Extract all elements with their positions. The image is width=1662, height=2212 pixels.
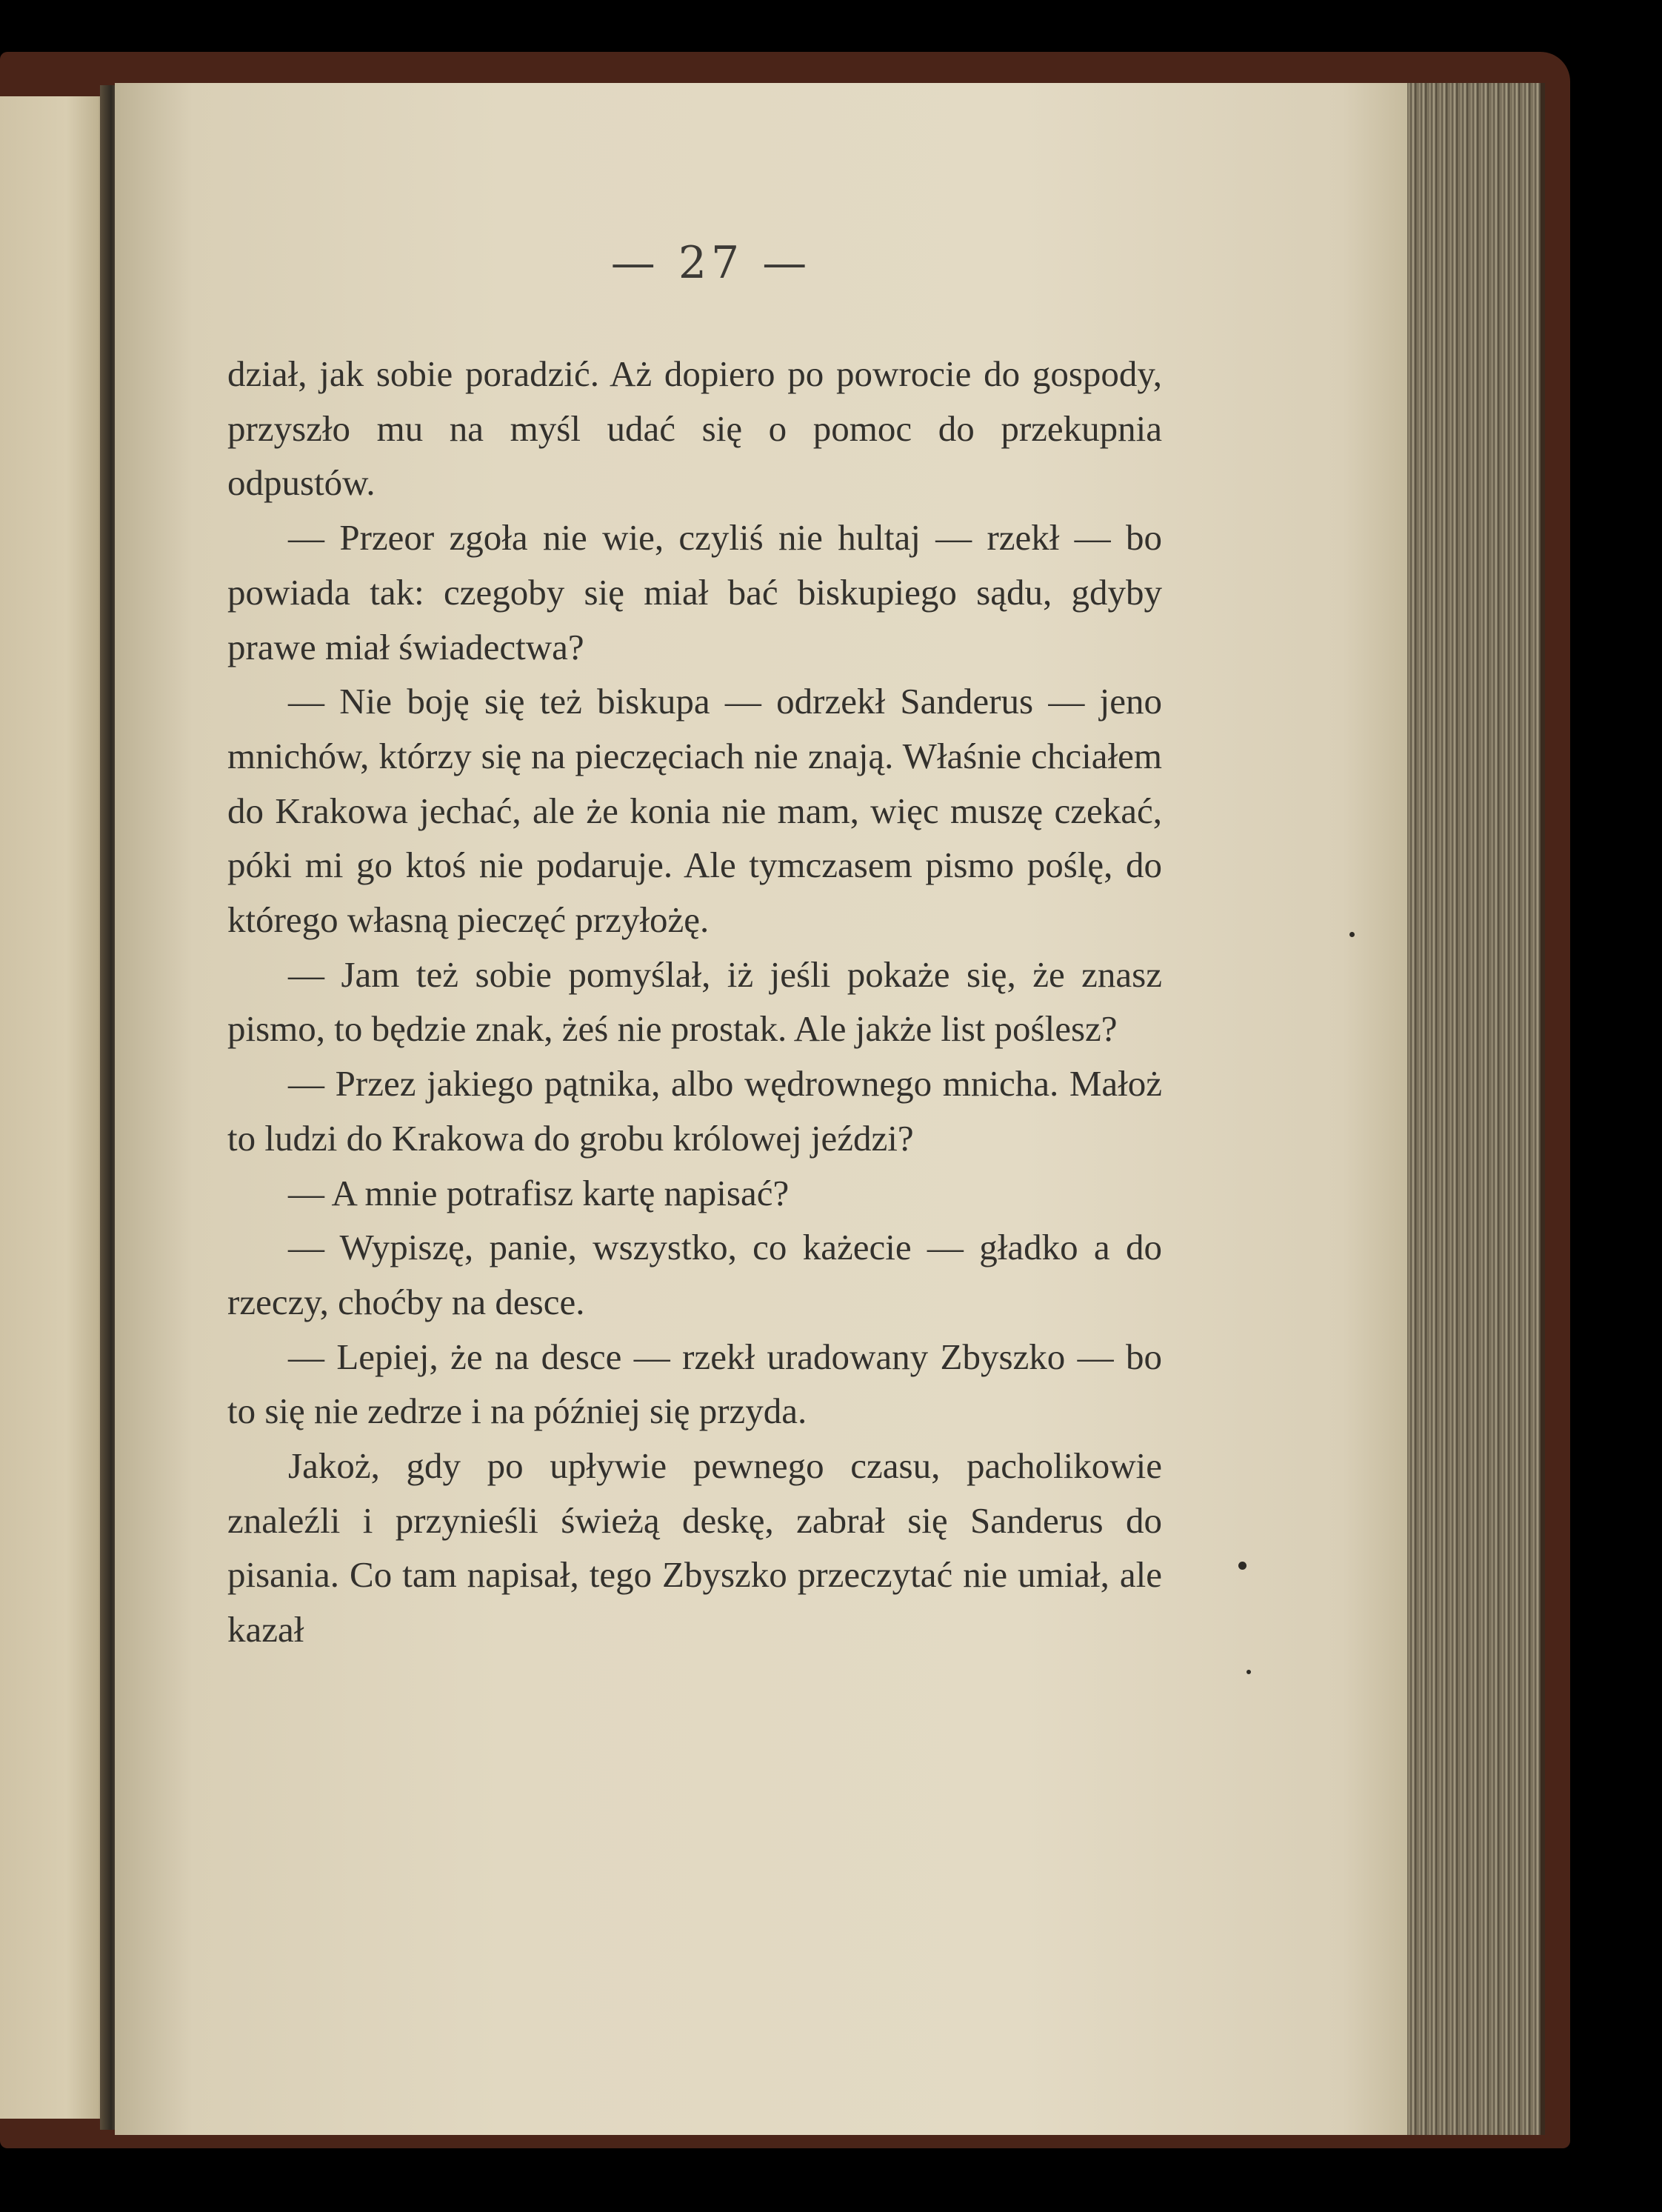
ink-speck [1246, 1670, 1251, 1674]
paragraph: — Lepiej, że na desce — rzekł uradowany Zbyszko — bo to się nie zedrze i na później się przyda. [227, 1336, 1162, 1432]
paragraph: — A mnie potrafisz kartę napisać? [288, 1172, 790, 1213]
paragraph: — Nie boję się też biskupa — odrzekł Sanderus — jeno mnichów, którzy się na pieczęciach nie znają. Właśnie chciałem do Krakowa jechać, ale że konia nie mam, więc muszę czekać, póki mi go ktoś nie podaruje. Ale tymczasem pismo poślę, do którego własną pieczęć przyłożę. [227, 681, 1162, 941]
page-stack-edge [1407, 83, 1545, 2135]
page-text [227, 347, 1162, 1657]
ink-speck [1349, 932, 1355, 937]
paragraph: dział, jak sobie poradzić. Aż dopiero po powrocie do gospody, przyszło mu na myśl udać się o pomoc do przekupnia odpustów. [227, 353, 1162, 504]
paragraph: — Wypiszę, panie, wszystko, co każecie — gładko a do rzeczy, choćby na desce. [227, 1227, 1162, 1322]
paragraph: — Przeor zgoła nie wie, czyliś nie hultaj — rzekł — bo powiada tak: czegoby się miał bać biskupiego sądu, gdyby prawe miał świadectwa? [227, 517, 1162, 667]
paragraph: — Przez jakiego pątnika, albo wędrownego mnicha. Małoż to ludzi do Krakowa do grobu królowej jeździ? [227, 1063, 1162, 1159]
page-number: — 27 — [610, 237, 812, 289]
paragraph: Jakoż, gdy po upływie pewnego czasu, pacholikowie znaleźli i przynieśli świeżą deskę, zabrał się Sanderus do pisania. Co tam napisał, tego Zbyszko przeczytać nie umiał, ale kazał [227, 1445, 1162, 1650]
paragraph: — Jam też sobie pomyślał, iż jeśli pokaże się, że znasz pismo, to będzie znak, żeś nie prostak. Ale jakże list poślesz? [227, 953, 1162, 1050]
left-page [0, 96, 111, 2119]
ink-speck [1238, 1562, 1246, 1570]
